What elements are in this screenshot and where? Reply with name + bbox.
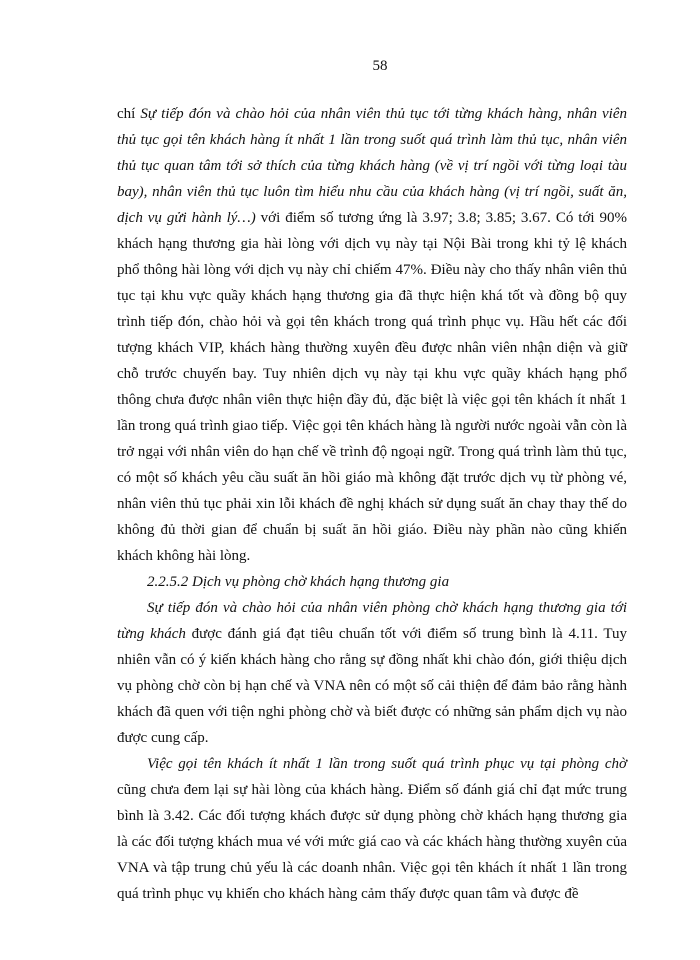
text-segment: chí — [117, 106, 141, 122]
paragraph-text: được đánh giá đạt tiêu chuẩn tốt với điểm số trung bình là 4.11. Tuy nhiên vẫn có ý kiến khách hàng cho rằng sự đồng nhất khi chào đón, giới thiệu dịch vụ phòng chờ còn bị hạn chế và VNA nên có một số cải thiện để đảm bảo rằng hành khách đã quen với tiện nghi phòng chờ và biết được có những sản phẩm dịch vụ nào được cung cấp. — [117, 626, 627, 746]
paragraph-lounge-greeting — [117, 595, 627, 751]
section-heading: 2.2.5.2 Dịch vụ phòng chờ khách hạng thương gia — [147, 574, 450, 590]
paragraph-checkin-service — [117, 101, 627, 569]
text-segment: với điểm số tương ứng là 3.97; 3.8; 3.85; 3.67. Có tới 90% khách hạng thương gia hài lòng với dịch vụ này tại Nội Bài trong khi tỷ lệ khách phổ thông hài lòng với dịch vụ này chỉ chiếm 47%. Điều này cho thấy nhân viên thủ tục tại khu vực quầy khách hạng thương gia đã thực hiện khá tốt và đồng bộ quy trình tiếp đón, chào hỏi và gọi tên khách trong quá trình phục vụ. Hầu hết các đối tượng khách VIP, khách hàng thường xuyên đều được nhân viên nhận diện và giữ chỗ trước chuyến bay. Tuy nhiên dịch vụ này tại khu vực quầy khách hạng phổ thông chưa được nhân viên thực hiện đầy đủ, đặc biệt là việc gọi tên khách ít nhất 1 lần trong quá trình giao tiếp. Việc gọi tên khách hàng là người nước ngoài vẫn còn là trở ngại với nhân viên do hạn chế về trình độ ngoại ngữ. Trong quá trình làm thủ tục, có một số khách yêu cầu suất ăn hồi giáo mà không đặt trước dịch vụ từ phòng vé, nhân viên thủ tục phải xin lỗi khách đề nghị khách sử dụng suất ăn chay thay thế do không đủ thời gian để chuẩn bị suất ăn hồi giáo. Điều này phần nào cũng khiến khách không hài lòng. — [117, 210, 627, 564]
body-text — [117, 101, 627, 907]
italic-lead: Việc gọi tên khách ít nhất 1 lần trong suốt quá trình phục vụ tại phòng chờ — [147, 756, 627, 772]
italic-lead: Sự tiếp đón và chào hỏi của nhân viên phòng chờ khách hạng thương gia tới từng khách — [117, 600, 627, 642]
paragraph-lounge-name-calling — [117, 751, 627, 907]
italic-criteria-list: Sự tiếp đón và chào hỏi của nhân viên thủ tục tới từng khách hàng, nhân viên thủ tục gọi tên khách hàng ít nhất 1 lần trong suốt quá trình làm thủ tục, nhân viên thủ tục quan tâm tới sở thích của từng khách hàng (về vị trí ngồi với từng loại tàu bay), nhân viên thủ tục luôn tìm hiểu nhu cầu của khách hàng (vị trí ngồi, suất ăn, dịch vụ gửi hành lý…) — [117, 106, 628, 226]
paragraph-text: cũng chưa đem lại sự hài lòng của khách hàng. Điểm số đánh giá chỉ đạt mức trung bình là 3.42. Các đối tượng khách được sử dụng phòng chờ khách hạng thương gia là các đối tượng khách mua vé với mức giá cao và các khách hàng thường xuyên của VNA và tập trung chủ yếu là các doanh nhân. Việc gọi tên khách ít nhất 1 lần trong quá trình phục vụ khiến cho khách hàng cảm thấy được quan tâm và được đề — [117, 782, 627, 902]
page-number: 58 — [372, 58, 388, 74]
